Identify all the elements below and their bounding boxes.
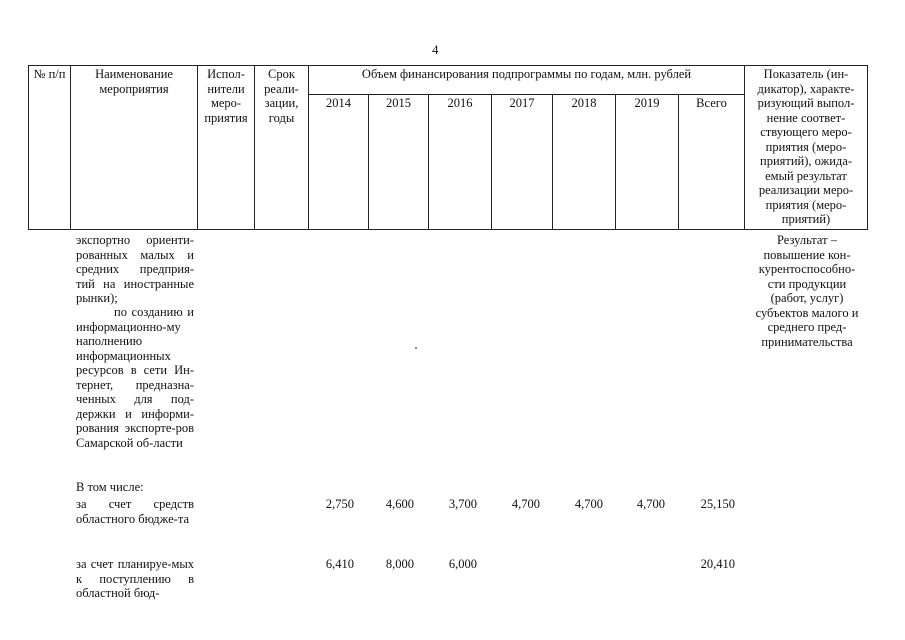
col-name-header: Наименование мероприятия bbox=[71, 66, 198, 230]
funding-value-2016: 3,700 bbox=[448, 497, 477, 511]
col-indicator-header: Показатель (ин-дикатор), характе-ризующий выпол-нение соответ-ствующего меро-приятия (меро-приятий), ожида-емый результат реализации меро-приятия (меро-приятий) bbox=[745, 66, 868, 230]
funding-value-2017: 4,700 bbox=[511, 497, 540, 511]
funding-value-total: 25,150 bbox=[700, 497, 735, 511]
scan-artifact-dot bbox=[415, 347, 417, 349]
year-header: 2015 bbox=[369, 95, 429, 230]
expected-result-text: Результат – повышение кон-курентоспособно-сти продукции (работ, услуг) субъектов малого и среднего пред-принимательства bbox=[755, 233, 859, 349]
col-number-header: № п/п bbox=[29, 66, 71, 230]
measure-name-text-part-1: экспортно ориенти-рованных малых и средних предприя-тий на иностранные рынки); bbox=[76, 233, 194, 305]
total-header: Всего bbox=[679, 95, 745, 230]
table-header bbox=[28, 65, 868, 230]
year-header: 2017 bbox=[492, 95, 553, 230]
col-funding-group-header: Объем финансирования подпрограммы по годам, млн. рублей bbox=[309, 66, 745, 95]
funding-value-2015: 8,000 bbox=[385, 557, 414, 571]
funding-row-label-planned-receipts: за счет планируе-мых к поступлению в областной бюд- bbox=[76, 557, 194, 600]
year-header: 2016 bbox=[429, 95, 492, 230]
funding-value-2015: 4,600 bbox=[385, 497, 414, 511]
col-term-header: Срок реали-зации, годы bbox=[255, 66, 309, 230]
funding-value-total: 20,410 bbox=[700, 557, 735, 571]
col-executors-header: Испол-нители меро-приятия bbox=[198, 66, 255, 230]
funding-value-2019: 4,700 bbox=[636, 497, 665, 511]
year-header: 2014 bbox=[309, 95, 369, 230]
funding-value-2014: 6,410 bbox=[325, 557, 354, 571]
measure-name-text-part-2: по созданию и информационно-му наполнению информационных ресурсов в сети Ин-тернет, предназна-ченных для под-держки и информи-рования экспорте-ров Самарской об-ласти bbox=[76, 305, 194, 450]
including-label: В том числе: bbox=[76, 480, 144, 494]
funding-row-label-regional-budget: за счет средств областного бюдже-та bbox=[76, 497, 194, 526]
page-number: 4 bbox=[432, 42, 439, 57]
funding-value-2018: 4,700 bbox=[574, 497, 603, 511]
funding-value-2016: 6,000 bbox=[448, 557, 477, 571]
year-header: 2018 bbox=[553, 95, 616, 230]
year-header: 2019 bbox=[616, 95, 679, 230]
funding-value-2014: 2,750 bbox=[325, 497, 354, 511]
